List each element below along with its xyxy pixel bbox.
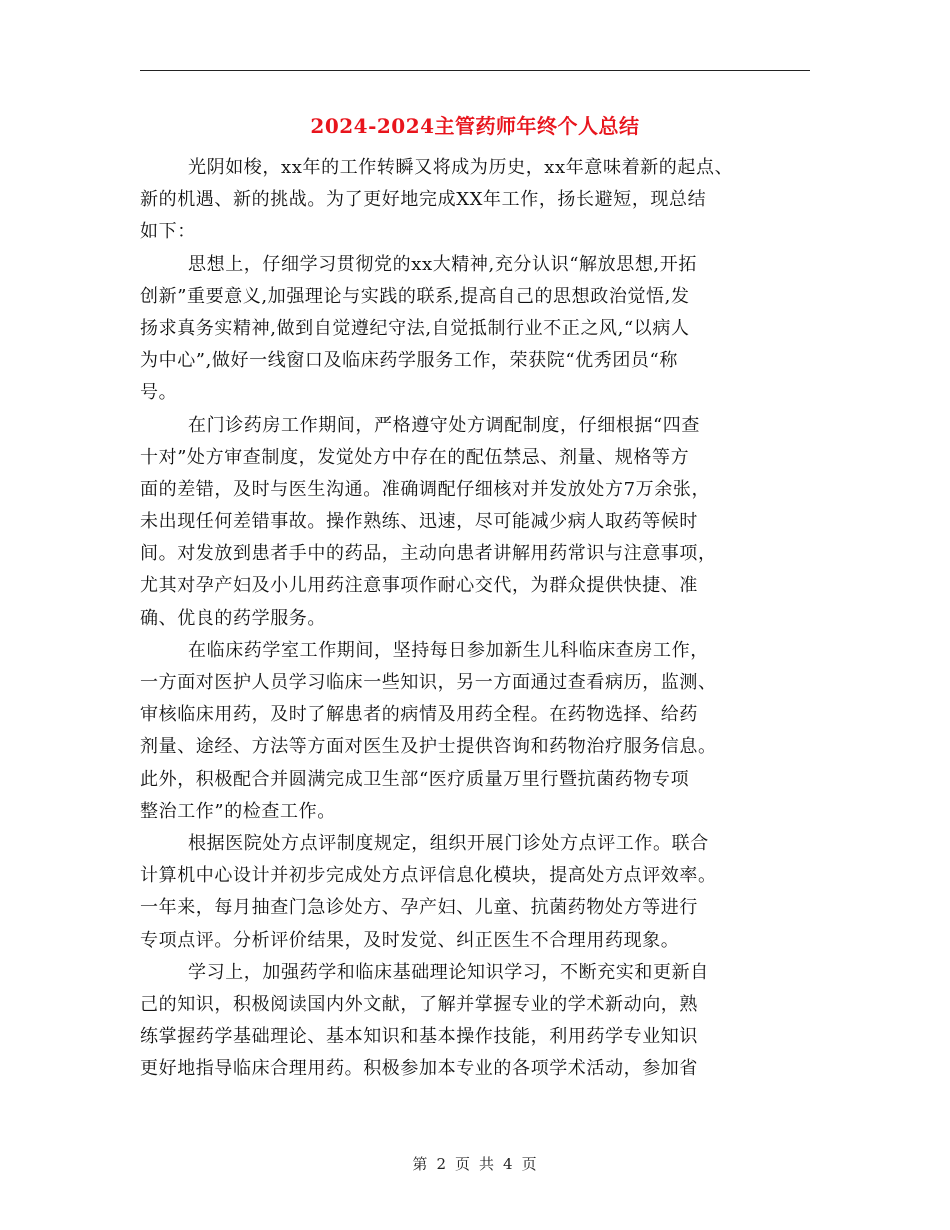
header-rule [140,70,810,71]
text-line: 光阴如梭，xx年的工作转瞬又将成为历史，xx年意味着新的起点、 [188,157,734,178]
text-line: 己的知识，积极阅读国内外文献，了解并掌握专业的学术新动向，熟 [140,993,698,1015]
text-line: 新的机遇、新的挑战。为了更好地完成XX年工作，扬长避短，现总结 [140,189,707,211]
text-line: 审核临床用药，及时了解患者的病情及用药全程。在药物选择、给药 [140,704,698,726]
text-line: 十对”处方审查制度，发觉处方中存在的配伍禁忌、剂量、规格等方 [140,446,690,468]
text-line: 面的差错，及时与医生沟通。准确调配仔细核对并发放处方7万余张， [140,478,711,500]
text-line: 创新”重要意义,加强理论与实践的联系,提高自己的思想政治觉悟,发 [140,285,690,307]
text-line: 更好地指导临床合理用药。积极参加本专业的各项学术活动，参加省 [140,1058,698,1080]
text-line: 间。对发放到患者手中的药品，主动向患者讲解用药常识与注意事项， [140,543,717,565]
document-body [140,152,810,1085]
footer-current-page: 2 [436,1155,447,1173]
paragraph [140,635,810,828]
paragraph [140,828,810,957]
footer-prefix: 第 [412,1155,429,1173]
text-line: 一年来，每月抽查门急诊处方、孕产妇、儿童、抗菌药物处方等进行 [140,897,698,919]
text-line: 未出现任何差错事故。操作熟练、迅速，尽可能减少病人取药等候时 [140,511,698,533]
text-line: 扬求真务实精神,做到自觉遵纪守法,自觉抵制行业不正之风,“以病人 [140,317,690,339]
text-line: 确、优良的药学服务。 [140,607,326,629]
paragraph [140,410,810,635]
paragraph [140,152,810,249]
text-line: 计算机中心设计并初步完成处方点评信息化模块，提高处方点评效率。 [140,865,717,887]
text-line: 在临床药学室工作期间，坚持每日参加新生儿科临床查房工作， [188,639,709,661]
footer-total-word: 共 [479,1155,496,1173]
text-line: 思想上，仔细学习贯彻党的xx大精神,充分认识“解放思想,开拓 [188,253,697,275]
text-line: 整治工作”的检查工作。 [140,800,336,822]
text-line: 剂量、途经、方法等方面对医生及护士提供咨询和药物治疗服务信息。 [140,736,717,758]
text-line: 号。 [140,382,178,404]
document-title: 2024-2024主管药师年终个人总结 [310,114,640,138]
text-line: 此外，积极配合并圆满完成卫生部“医疗质量万里行暨抗菌药物专项 [140,768,690,790]
text-line: 尤其对孕产妇及小儿用药注意事项作耐心交代，为群众提供快捷、准 [140,575,698,597]
text-line: 在门诊药房工作期间，严格遵守处方调配制度，仔细根据“四查 [188,414,700,436]
footer-page-word: 页 [454,1155,471,1173]
text-line: 一方面对医护人员学习临床一些知识，另一方面通过查看病历，监测、 [140,672,717,693]
footer-suffix: 页 [521,1155,538,1173]
text-line: 为中心”,做好一线窗口及临床药学服务工作，荣获院“优秀团员“称 [140,350,678,372]
text-line: 专项点评。分析评价结果，及时发觉、纠正医生不合理用药现象。 [140,929,680,951]
paragraph [140,249,810,410]
text-line: 根据医院处方点评制度规定，组织开展门诊处方点评工作。联合 [188,832,709,854]
paragraph [140,957,810,1086]
footer-total-pages: 4 [503,1155,514,1173]
text-line: 练掌握药学基础理论、基本知识和基本操作技能，利用药学专业知识 [140,1026,698,1048]
text-line: 如下： [140,221,196,243]
page-footer [0,1152,950,1176]
text-line: 学习上，加强药学和临床基础理论知识学习，不断充实和更新自 [188,961,709,983]
